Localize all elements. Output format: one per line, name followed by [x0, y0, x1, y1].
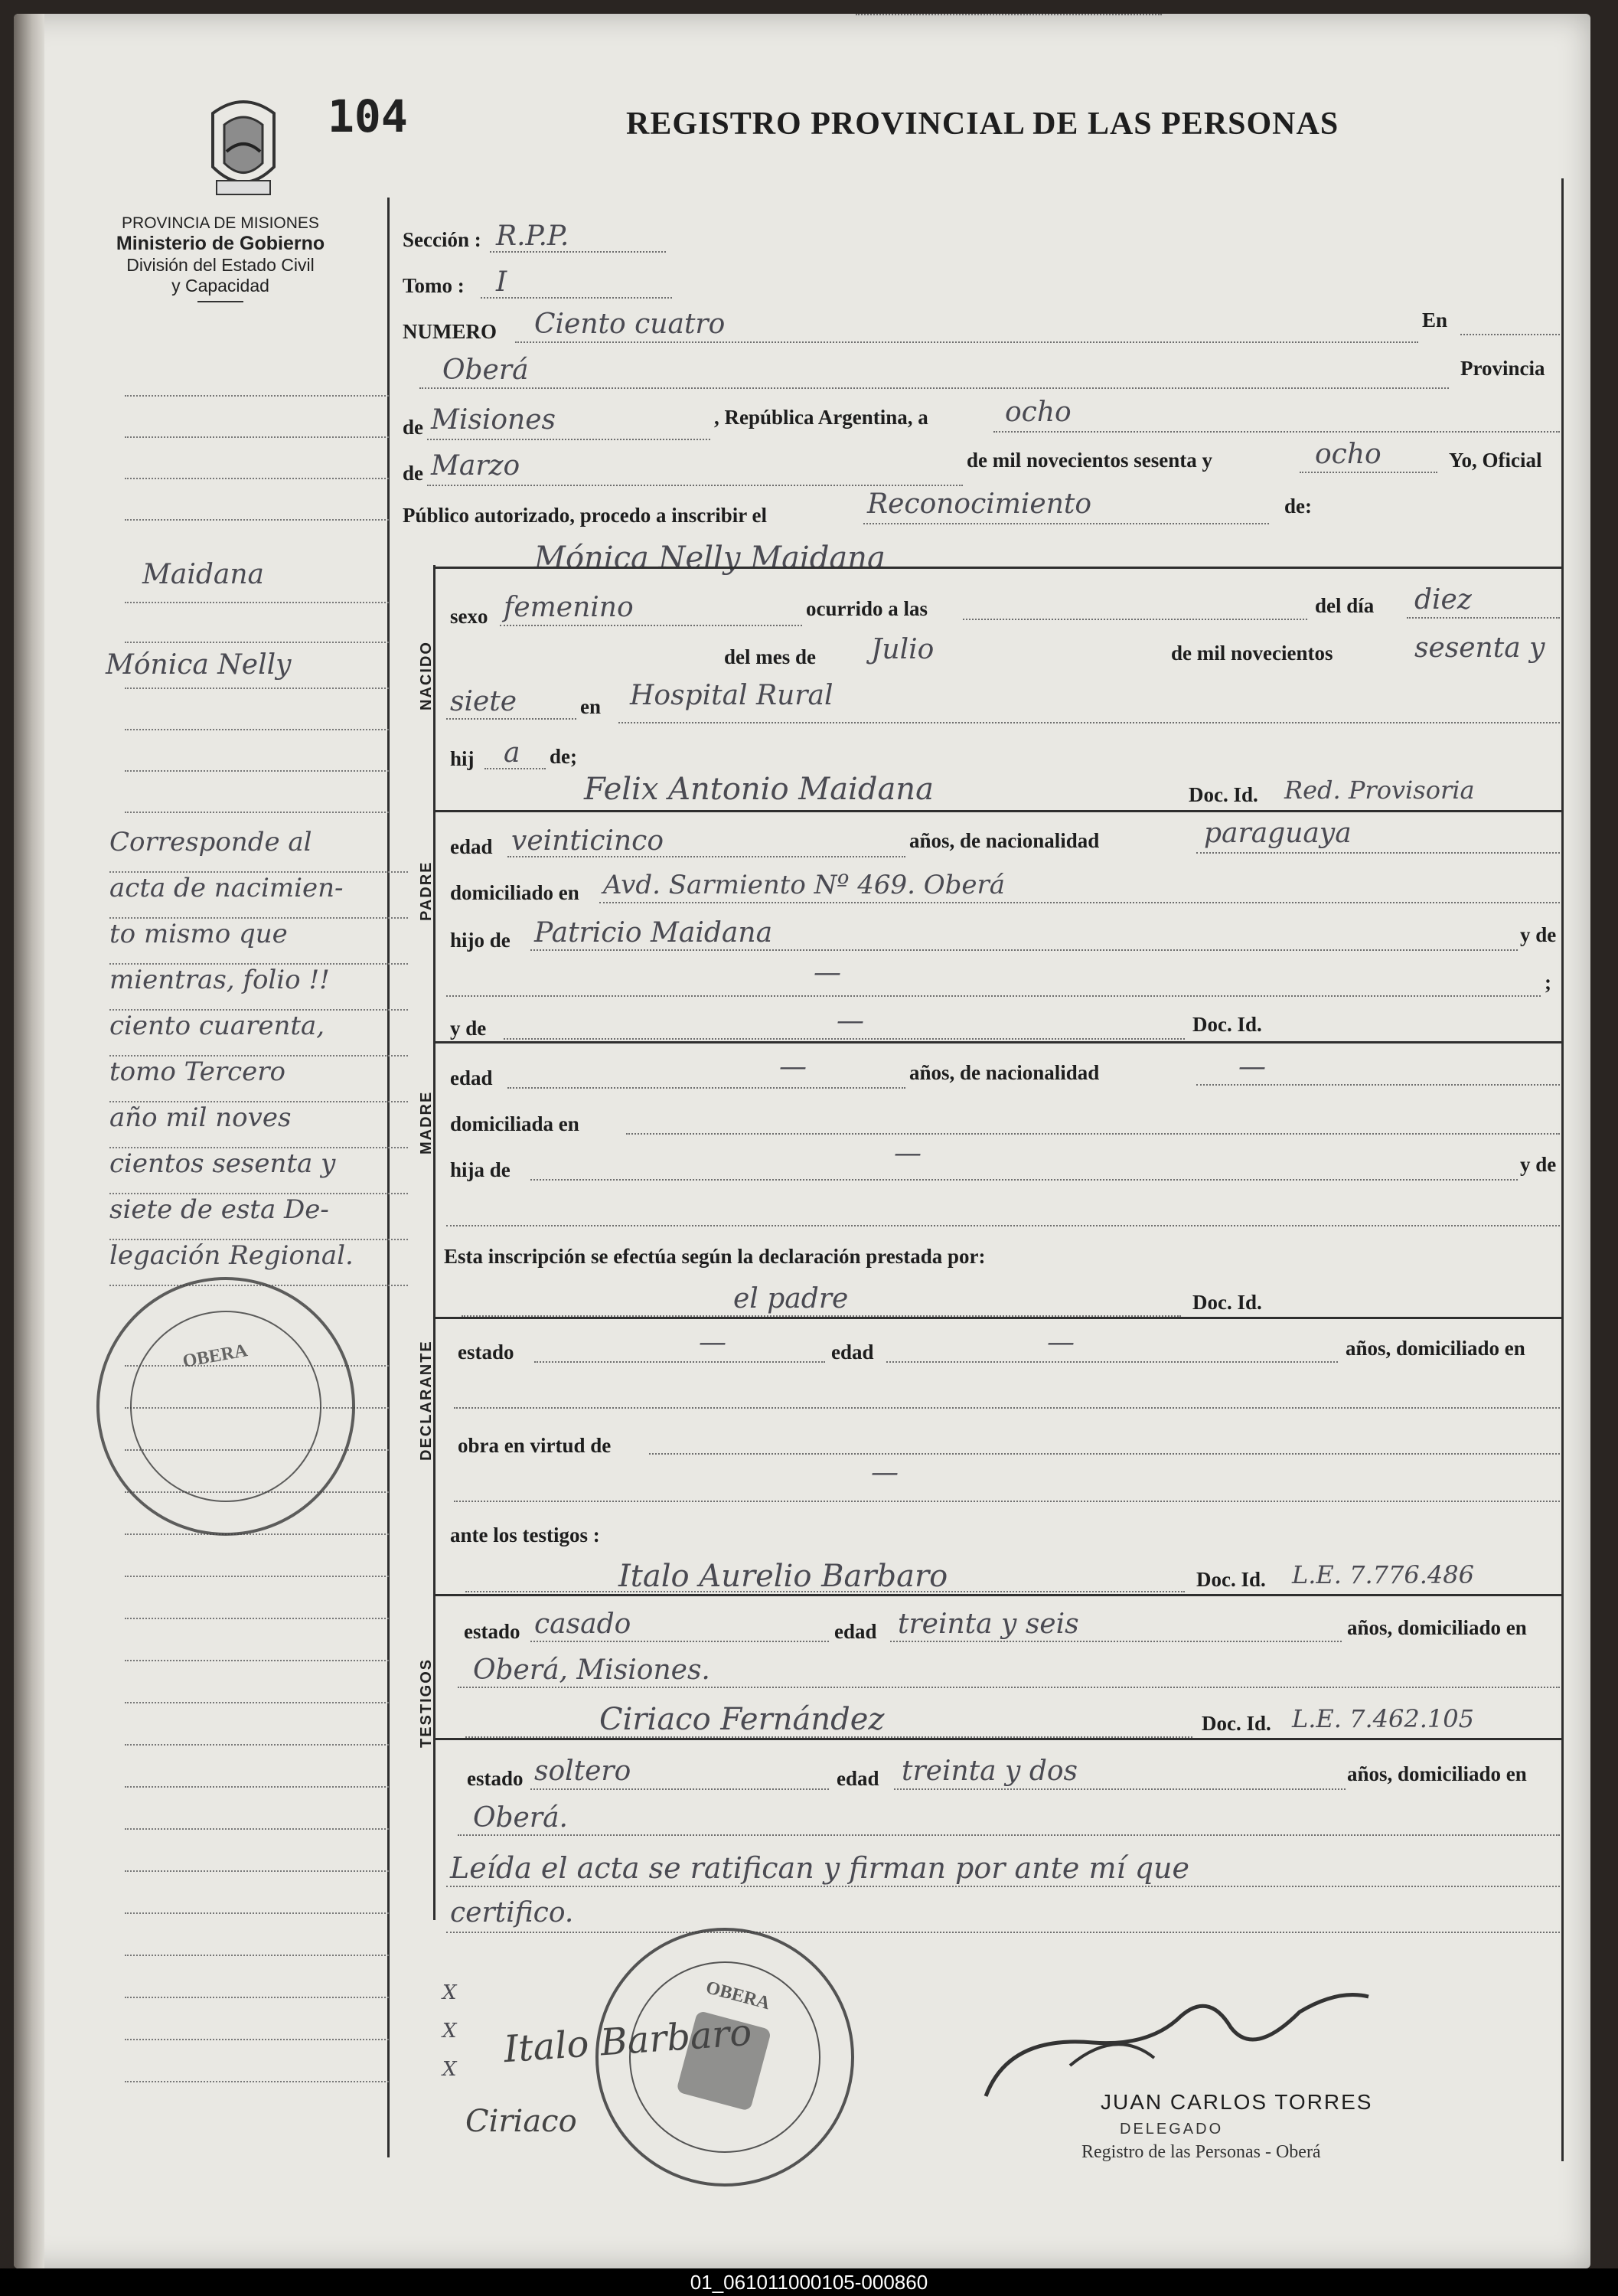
- fecha-mes-value: Marzo: [431, 450, 520, 482]
- issuer-line-4: y Capacidad: [171, 276, 269, 296]
- official-seal-margin: [76, 1256, 376, 1556]
- hij-value: a: [504, 737, 520, 769]
- padre-semicolon: ;: [1545, 971, 1551, 994]
- tomo-label: Tomo :: [403, 274, 465, 297]
- oficial-oficina: Registro de las Personas - Oberá: [1081, 2142, 1321, 2162]
- margen-nota-linea-10: legación Regional.: [109, 1240, 408, 1286]
- padre-edad-label: edad: [450, 835, 493, 858]
- margen-nota-linea-8: cientos sesenta y: [109, 1148, 408, 1194]
- section-label-madre: MADRE: [418, 1090, 435, 1155]
- acto-value: Reconocimiento: [867, 488, 1092, 520]
- hij-de-label: de;: [550, 745, 577, 768]
- testigo1-estado-value: casado: [534, 1609, 631, 1640]
- signature-mark-3: X: [442, 2058, 457, 2081]
- testigo1-estado-label: estado: [464, 1620, 520, 1643]
- declarante-doc-label: Doc. Id.: [1192, 1291, 1262, 1314]
- de-label-1: de: [403, 416, 423, 439]
- tomo-value: I: [496, 266, 507, 298]
- section-label-testigos: TESTIGOS: [418, 1657, 435, 1748]
- testigo2-edad-value: treinta y dos: [902, 1755, 1078, 1787]
- padre-hijo-value: Patricio Maidana: [534, 917, 773, 949]
- republica-label: , República Argentina, a: [714, 406, 928, 429]
- declarante-dash-2: —: [1047, 1327, 1075, 1358]
- testigo1-edad-value: treinta y seis: [898, 1609, 1079, 1640]
- madre-dash-3: —: [1238, 1051, 1266, 1083]
- nacido-anio-value-2: siete: [450, 686, 517, 717]
- padre-yde-label: y de: [1520, 923, 1557, 946]
- nacido-anio-value: sesenta y: [1414, 632, 1545, 664]
- hij-label: hij: [450, 747, 475, 770]
- oficial-cargo: DELEGADO: [1120, 2121, 1224, 2138]
- testigo1-edad-label: edad: [834, 1620, 877, 1643]
- margen-nombres: Mónica Nelly: [106, 649, 292, 681]
- numero-label: NUMERO: [403, 320, 497, 343]
- padre-dom-label: domiciliado en: [450, 881, 579, 904]
- issuer-line-3: División del Estado Civil: [126, 255, 315, 275]
- provincia-label: Provincia: [1460, 357, 1545, 380]
- nacido-dia-value: diez: [1414, 584, 1472, 616]
- margen-nota-linea-6: tomo Tercero: [109, 1057, 408, 1102]
- margen-apellido: Maidana: [142, 559, 264, 590]
- declarante-estado-label: estado: [458, 1341, 514, 1364]
- signature-testigo-1: Italo Barbaro: [502, 2010, 753, 2072]
- document-page: [14, 14, 1590, 2268]
- testigos-intro: ante los testigos :: [450, 1524, 600, 1546]
- declarante-anios-label: años, domiciliado en: [1346, 1337, 1525, 1360]
- nacido-en-label: en: [580, 695, 601, 718]
- margen-nota-linea-2: acta de nacimien-: [109, 873, 408, 919]
- padre-nombre: Felix Antonio Maidana: [584, 772, 934, 807]
- seccion-label: Sección :: [403, 228, 481, 251]
- nacido-nombre: Mónica Nelly Maidana: [534, 541, 886, 576]
- madre-dash-4: —: [894, 1138, 922, 1169]
- de-label-2: de: [403, 462, 423, 485]
- testigo2-anios-label: años, domiciliado en: [1347, 1762, 1527, 1785]
- publico-label: Público autorizado, procedo a inscribir el: [403, 504, 767, 527]
- oficial-label: Yo, Oficial: [1449, 449, 1542, 472]
- declarante-obra-label: obra en virtud de: [458, 1434, 612, 1457]
- nacido-mes-value: Julio: [871, 634, 935, 665]
- testigo2-dom-value: Oberá.: [473, 1802, 568, 1834]
- cierre-linea-1: Leída el acta se ratifican y firman por ante mí que: [450, 1851, 1190, 1885]
- fecha-anio-value: ocho: [1315, 439, 1381, 470]
- folio-number: 104: [328, 90, 408, 142]
- declarante-dash-3: —: [871, 1457, 899, 1488]
- testigo2-doc-label: Doc. Id.: [1202, 1712, 1271, 1735]
- declarante-dash-1: —: [699, 1327, 726, 1358]
- lugar-value: Oberá: [442, 354, 529, 386]
- signature-mark-1: X: [442, 1981, 457, 2004]
- de-colon-label: de:: [1284, 495, 1312, 518]
- signature-testigo-2: Ciriaco: [465, 2104, 577, 2139]
- testigo2-edad-label: edad: [837, 1767, 879, 1790]
- nacido-anio-label: de mil novecientos: [1171, 642, 1333, 665]
- fecha-dia-value: ocho: [1005, 397, 1072, 428]
- signature-mark-2: X: [442, 2020, 457, 2043]
- section-label-padre: PADRE: [418, 861, 435, 921]
- padre-nac-label: años, de nacionalidad: [909, 829, 1100, 852]
- declarante-nombre: el padre: [733, 1283, 849, 1315]
- provincial-crest-icon: [197, 90, 289, 201]
- padre-dom-value: Avd. Sarmiento Nº 469. Oberá: [603, 870, 1005, 900]
- section-label-declarante: DECLARANTE: [418, 1340, 435, 1461]
- seccion-value: R.P.P.: [496, 220, 569, 252]
- padre-edad-value: veinticinco: [511, 825, 664, 857]
- numero-value: Ciento cuatro: [534, 309, 726, 340]
- madre-hija-label: hija de: [450, 1158, 511, 1181]
- frame-right-line: [1561, 178, 1564, 2161]
- issuer-block: [106, 214, 335, 302]
- testigo1-dom-value: Oberá, Misiones.: [473, 1654, 710, 1686]
- ocurrido-label: ocurrido a las: [806, 597, 928, 620]
- madre-doc-label: Doc. Id.: [1192, 1013, 1262, 1036]
- padre-doc-label: Doc. Id.: [1189, 783, 1258, 806]
- testigo2-doc-value: L.E. 7.462.105: [1292, 1704, 1474, 1733]
- seal-center-text-1: OBERA: [181, 1341, 250, 1372]
- madre-edad-label: edad: [450, 1066, 493, 1089]
- padre-nac-value: paraguaya: [1204, 818, 1352, 849]
- sexo-value: femenino: [504, 592, 634, 623]
- document-title: REGISTRO PROVINCIAL DE LAS PERSONAS: [626, 106, 1339, 142]
- binding-spine: [14, 14, 44, 2268]
- testigo1-nombre: Italo Aurelio Barbaro: [618, 1559, 948, 1594]
- margen-nota: [109, 827, 408, 1286]
- declarante-intro: Esta inscripción se efectúa según la declaración prestada por:: [444, 1245, 986, 1268]
- del-mes-label: del mes de: [724, 645, 816, 668]
- sexo-label: sexo: [450, 605, 488, 628]
- declarante-edad-label: edad: [831, 1341, 874, 1364]
- margen-nota-linea-5: ciento cuarenta,: [109, 1011, 408, 1057]
- margen-nota-linea-1: Corresponde al: [109, 827, 408, 873]
- en-label: En: [1422, 309, 1448, 331]
- oficial-nombre: JUAN CARLOS TORRES: [1101, 2090, 1373, 2114]
- madre-dash-2: —: [779, 1051, 807, 1083]
- margen-nota-linea-3: to mismo que: [109, 919, 408, 965]
- issuer-line-1: PROVINCIA DE MISIONES: [122, 214, 319, 232]
- testigo1-doc-label: Doc. Id.: [1196, 1568, 1266, 1591]
- madre-yde-label: y de: [450, 1017, 487, 1040]
- issuer-line-2: Ministerio de Gobierno: [116, 233, 325, 254]
- madre-dash-1: —: [837, 1005, 864, 1037]
- madre-yde2-label: y de: [1520, 1153, 1557, 1176]
- madre-nac-label: años, de nacionalidad: [909, 1061, 1100, 1084]
- image-identifier-bar: [0, 2268, 1618, 2296]
- image-identifier: 01_061011000105-000860: [690, 2271, 928, 2294]
- margen-nota-linea-9: siete de esta De-: [109, 1194, 408, 1240]
- padre-doc-value: Red. Provisoria: [1284, 776, 1475, 805]
- provincia-value: Misiones: [431, 404, 556, 436]
- del-dia-label: del día: [1315, 594, 1375, 617]
- margen-nota-linea-4: mientras, folio !!: [109, 965, 408, 1011]
- madre-dom-label: domiciliada en: [450, 1112, 579, 1135]
- nacido-lugar-value: Hospital Rural: [630, 680, 833, 711]
- padre-hijo-label: hijo de: [450, 929, 511, 952]
- cierre-linea-2: certifico.: [450, 1897, 574, 1929]
- padre-dash: —: [814, 957, 841, 988]
- section-label-nacido: NACIDO: [418, 641, 435, 710]
- testigo2-estado-value: soltero: [534, 1755, 631, 1787]
- testigo1-anios-label: años, domiciliado en: [1347, 1616, 1527, 1639]
- testigo1-doc-value: L.E. 7.776.486: [1292, 1560, 1474, 1589]
- testigo2-estado-label: estado: [467, 1767, 524, 1790]
- margen-nota-linea-7: año mil noves: [109, 1102, 408, 1148]
- testigo2-nombre: Ciriaco Fernández: [599, 1702, 885, 1737]
- anio-label: de mil novecientos sesenta y: [967, 449, 1212, 472]
- seal-center-text-2: OBERA: [703, 1978, 772, 2014]
